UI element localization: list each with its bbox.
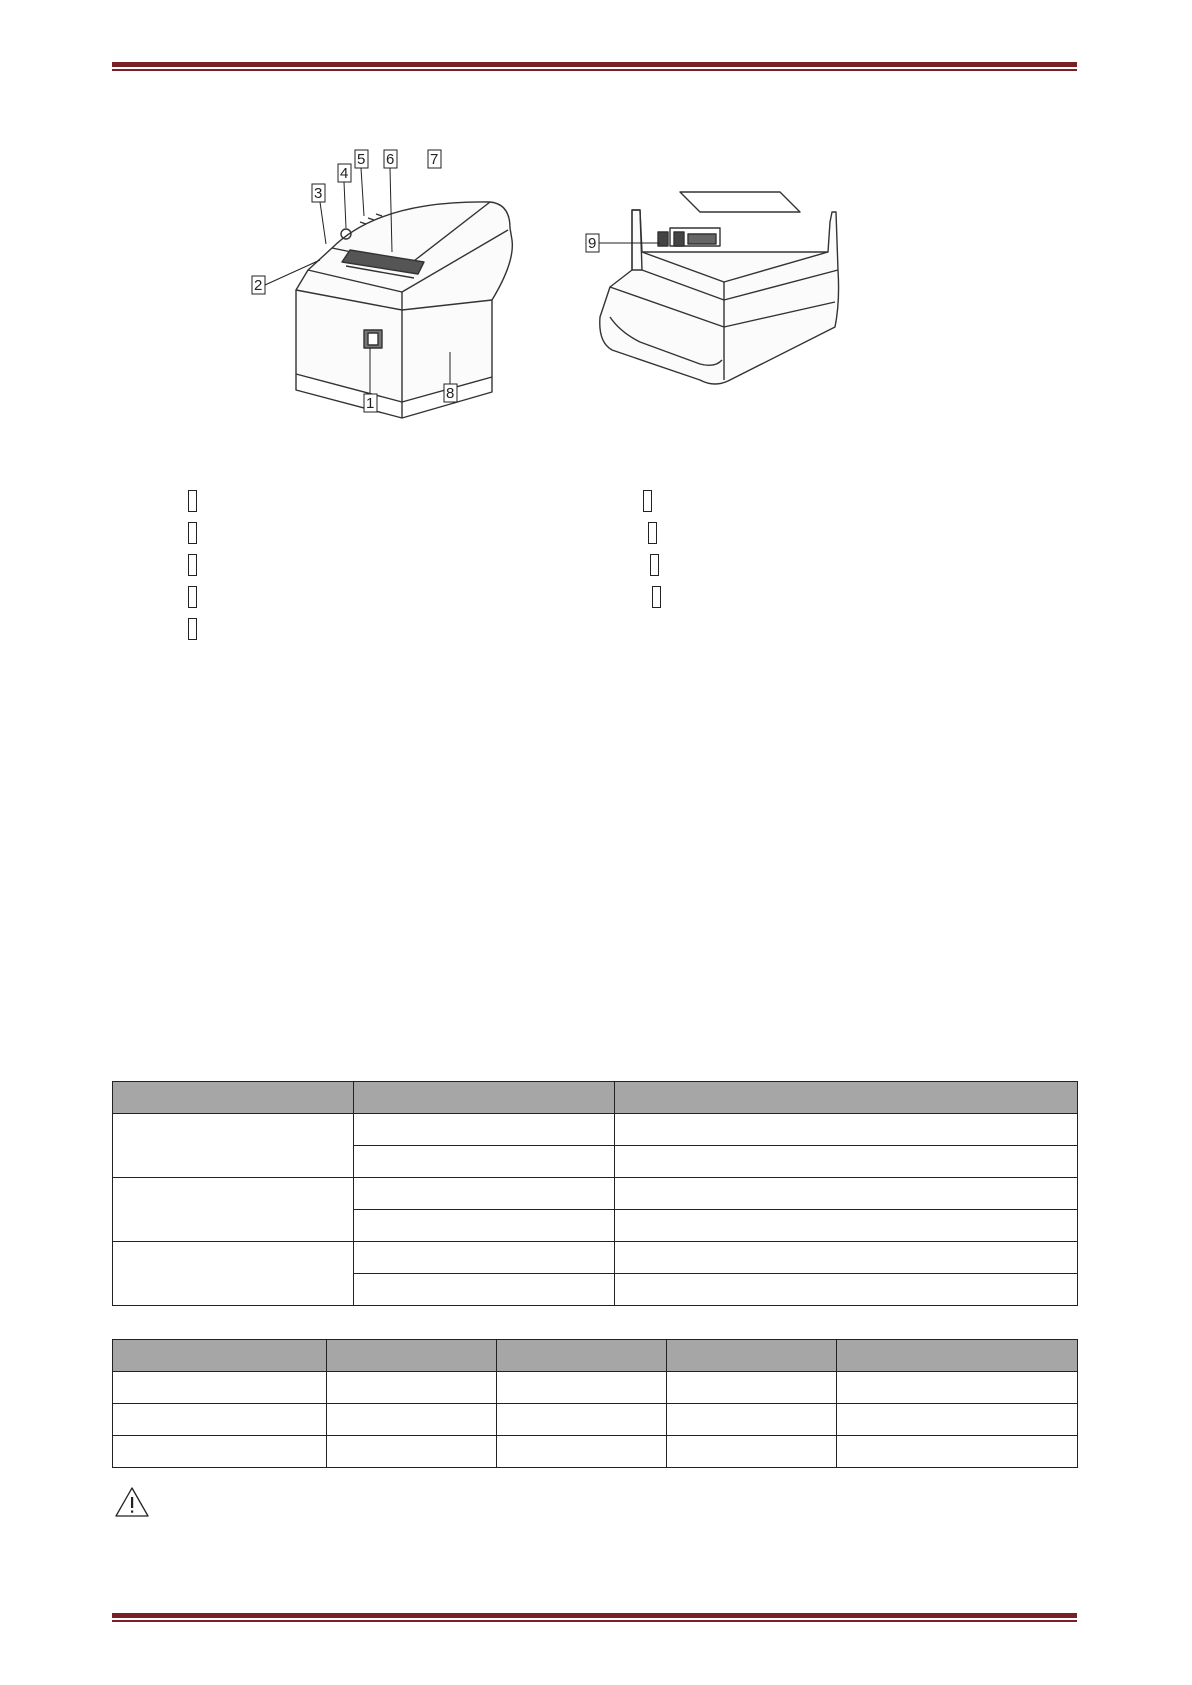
callout-2 (252, 276, 265, 294)
svg-text:8: 8 (446, 385, 455, 402)
header-rule (112, 62, 1077, 71)
callout-5 (355, 150, 368, 168)
footer-rule (112, 1613, 1077, 1622)
svg-text:2: 2 (254, 277, 263, 294)
legend-missing-glyph-icon (188, 618, 197, 640)
callout-1 (364, 394, 377, 412)
legend-missing-glyph-icon (188, 554, 197, 576)
table-row (113, 1372, 1078, 1404)
warning-triangle-icon (114, 1486, 150, 1518)
table-header-row (113, 1082, 1078, 1114)
svg-text:5: 5 (357, 151, 366, 168)
svg-text:7: 7 (430, 151, 439, 168)
svg-text:4: 4 (340, 165, 349, 182)
table-header-row (113, 1340, 1078, 1372)
callout-9 (586, 234, 599, 252)
spec-table-2 (112, 1339, 1078, 1468)
callout-6 (384, 150, 397, 168)
legend-missing-glyph-icon (188, 522, 197, 544)
table-row (113, 1404, 1078, 1436)
callout-7 (428, 150, 441, 168)
legend-missing-glyph-icon (188, 586, 197, 608)
table-row (113, 1178, 1078, 1210)
table-row (113, 1114, 1078, 1146)
svg-text:9: 9 (588, 235, 597, 252)
callout-8 (444, 384, 457, 402)
printer-illustration (254, 151, 920, 452)
legend-missing-glyph-icon (652, 586, 661, 608)
svg-text:1: 1 (366, 395, 375, 412)
callout-3 (312, 184, 325, 202)
legend-missing-glyph-icon (188, 490, 197, 512)
table-row (113, 1436, 1078, 1468)
legend-missing-glyph-icon (648, 522, 657, 544)
legend-missing-glyph-icon (643, 490, 652, 512)
svg-text:3: 3 (314, 185, 323, 202)
spec-table-1 (112, 1081, 1078, 1306)
svg-text:6: 6 (386, 151, 395, 168)
table-row (113, 1242, 1078, 1274)
callout-4 (338, 164, 351, 182)
legend-missing-glyph-icon (650, 554, 659, 576)
